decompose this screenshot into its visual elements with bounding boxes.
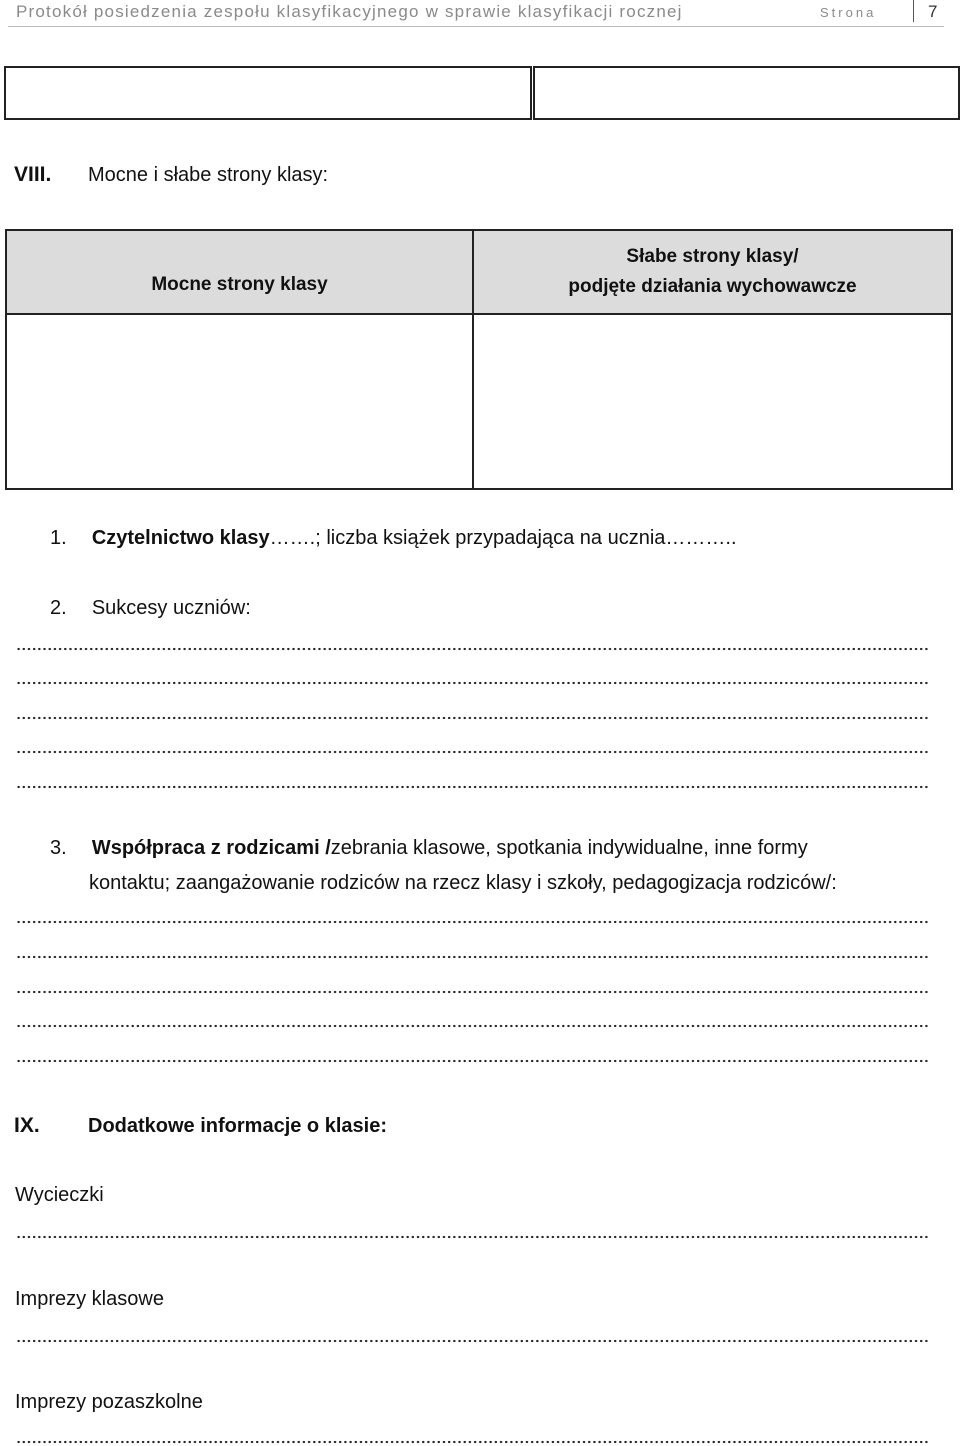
item-reading [50, 527, 737, 550]
field-label-class-events: Imprezy klasowe [15, 1288, 164, 1310]
item-label: Czytelnictwo klasy [91, 527, 270, 549]
table-header-strengths [7, 231, 474, 315]
answer-line[interactable] [16, 1024, 928, 1028]
answer-line[interactable] [16, 955, 928, 959]
answer-line[interactable] [16, 1339, 928, 1343]
field-label-trips: Wycieczki [15, 1184, 104, 1206]
answer-line[interactable] [16, 920, 928, 924]
answer-line[interactable] [16, 681, 928, 685]
strengths-weaknesses-table [5, 229, 953, 490]
empty-box-right[interactable] [533, 66, 960, 120]
section-number: VIII. [14, 163, 52, 186]
answer-line[interactable] [16, 750, 928, 754]
item-label: Sukcesy uczniów: [91, 597, 251, 619]
item-cooperation [50, 837, 808, 860]
answer-line[interactable] [16, 716, 928, 720]
document-header-title: Protokół posiedzenia zespołu klasyfikacyjnego w sprawie klasyfikacji rocznej [16, 2, 683, 21]
item-rest: …….; liczba książek przypadająca na ucznia……….. [269, 527, 737, 549]
table-header-weaknesses [474, 231, 951, 315]
weaknesses-input-cell[interactable] [474, 315, 951, 488]
strengths-header-label: Mocne strony klasy [151, 274, 328, 295]
answer-line[interactable] [16, 990, 928, 994]
item-number: 2. [50, 597, 67, 619]
answer-line[interactable] [16, 1235, 928, 1239]
header-divider [913, 0, 914, 22]
page-label: Strona [820, 5, 877, 20]
item-label: Współpraca z rodzicami / [91, 837, 331, 859]
item-number: 1. [50, 527, 67, 549]
section-title: Dodatkowe informacje o klasie: [88, 1115, 387, 1137]
answer-line[interactable] [16, 1059, 928, 1063]
section-number: IX. [14, 1114, 40, 1137]
item-rest: zebrania klasowe, spotkania indywidualne, inne formy [330, 837, 808, 859]
field-label-external-events: Imprezy pozaszkolne [15, 1391, 203, 1413]
answer-line[interactable] [16, 647, 928, 651]
empty-box-left[interactable] [4, 66, 532, 120]
weaknesses-header-line2: podjęte działania wychowawcze [568, 276, 857, 297]
answer-line[interactable] [16, 1440, 928, 1444]
strengths-input-cell[interactable] [7, 315, 474, 488]
weaknesses-header-line1: Słabe strony klasy/ [626, 246, 799, 267]
item-successes [50, 597, 251, 620]
answer-line[interactable] [16, 785, 928, 789]
header-rule [8, 26, 944, 27]
page-number: 7 [928, 2, 938, 21]
item-number: 3. [50, 837, 67, 859]
section-title: Mocne i słabe strony klasy: [88, 164, 329, 186]
item-cooperation-line2: kontaktu; zaangażowanie rodziców na rzecz klasy i szkoły, pedagogizacja rodziców/: [89, 872, 837, 894]
